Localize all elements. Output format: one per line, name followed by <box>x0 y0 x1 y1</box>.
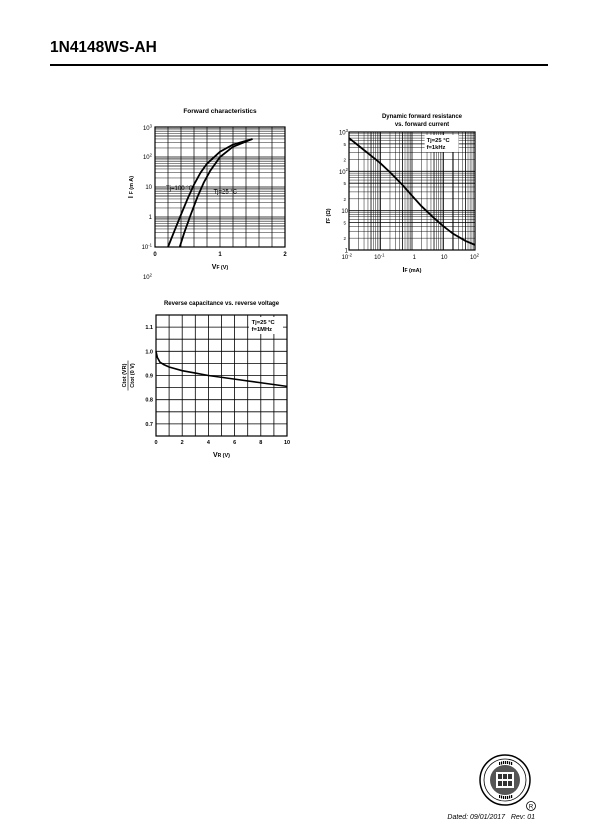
company-seal-logo <box>478 753 538 813</box>
x-tick-label: 2 <box>283 252 287 258</box>
x-tick-label: 1 <box>218 252 222 258</box>
y-tick-label: $10^2$ <box>142 152 152 161</box>
footer-date-revision <box>447 814 535 821</box>
dynamic-resistance-chart <box>320 105 495 280</box>
y-tick-label: 0.7 <box>145 421 153 428</box>
x-tick-label: 2 <box>180 440 184 446</box>
footer-date: Dated: 09/01/2017 <box>447 814 506 821</box>
y-tick-label: 1.0 <box>145 349 153 356</box>
y-axis-label: I F (m A) <box>128 175 135 199</box>
y-axis-label: rF (Ω) <box>325 208 332 224</box>
y-tick-label: 0.9 <box>145 373 153 380</box>
y-minor-tick-label: 2 <box>343 196 346 202</box>
annotation-frequency: f=1kHz <box>426 145 446 151</box>
capacitance-chart <box>110 293 305 465</box>
y-minor-tick-label: 2 <box>343 157 346 163</box>
x-tick-label: $10^{-1}$ <box>374 252 385 261</box>
document-title: 1N4148WS-AH <box>50 39 157 56</box>
x-tick-label: $10^2$ <box>469 252 479 261</box>
chart-title: Forward characteristics <box>183 108 257 115</box>
y-minor-tick-label: 2 <box>343 236 346 242</box>
y-tick-label: 0.8 <box>145 397 153 404</box>
chart-title: Reverse capacitance vs. reverse voltage <box>163 301 280 307</box>
title-rule <box>50 64 548 66</box>
y-tick-label: 1.1 <box>145 325 153 332</box>
y-tick-label: 10 <box>341 209 348 216</box>
x-tick-label: 8 <box>259 440 263 446</box>
x-axis-label: IF (mA) <box>402 267 422 274</box>
x-tick-label: 10 <box>283 440 291 446</box>
chart-title-line-1: Dynamic forward resistance <box>381 114 463 120</box>
y-tick-label: 1 <box>344 248 348 255</box>
forward-characteristics-chart <box>125 100 300 280</box>
y-axis-label-numerator: Ctot (VR) <box>122 363 128 388</box>
series-label-tj25: Tj=25 °C <box>213 189 238 196</box>
x-axis-label: VF (V) <box>211 264 229 271</box>
x-tick-label: 0 <box>154 440 158 446</box>
annotation-temperature: Tj=25 °C <box>426 138 450 144</box>
y-tick-label: $10^3$ <box>142 123 152 132</box>
x-tick-label: $10^{-2}$ <box>341 252 352 261</box>
annotation-frequency: f=1MHz <box>251 327 273 333</box>
annotation-temperature: Tj=25 °C <box>251 320 275 326</box>
x-tick-label: 1 <box>412 255 416 261</box>
y-minor-tick-label: 5 <box>343 141 346 147</box>
y-axis-label-denominator: Ctot (0 V) <box>130 363 136 388</box>
y-tick-label: $10^2$ <box>338 167 348 176</box>
x-tick-label: 4 <box>206 440 210 446</box>
y-tick-label: $10^{-1}$ <box>141 242 152 251</box>
x-tick-label: 10 <box>440 255 448 261</box>
y-tick-label: 10 <box>145 185 152 191</box>
chart-title-line-2: vs. forward current <box>394 122 450 128</box>
y-tick-label: $10^3$ <box>338 127 348 137</box>
x-tick-label: 6 <box>233 440 237 446</box>
y-minor-tick-label: 5 <box>343 220 346 226</box>
x-tick-label: 0 <box>153 252 157 258</box>
footer-revision: Rev: 01 <box>510 814 535 821</box>
y-tick-label: 1 <box>148 215 152 221</box>
x-axis-label: VR (V) <box>212 452 231 459</box>
registered-mark: R <box>528 804 534 811</box>
y-minor-tick-label: 5 <box>343 181 346 187</box>
y-tick-label: $10^2$ <box>142 272 152 281</box>
series-label-tj100: Tj=100 °C <box>166 185 193 192</box>
